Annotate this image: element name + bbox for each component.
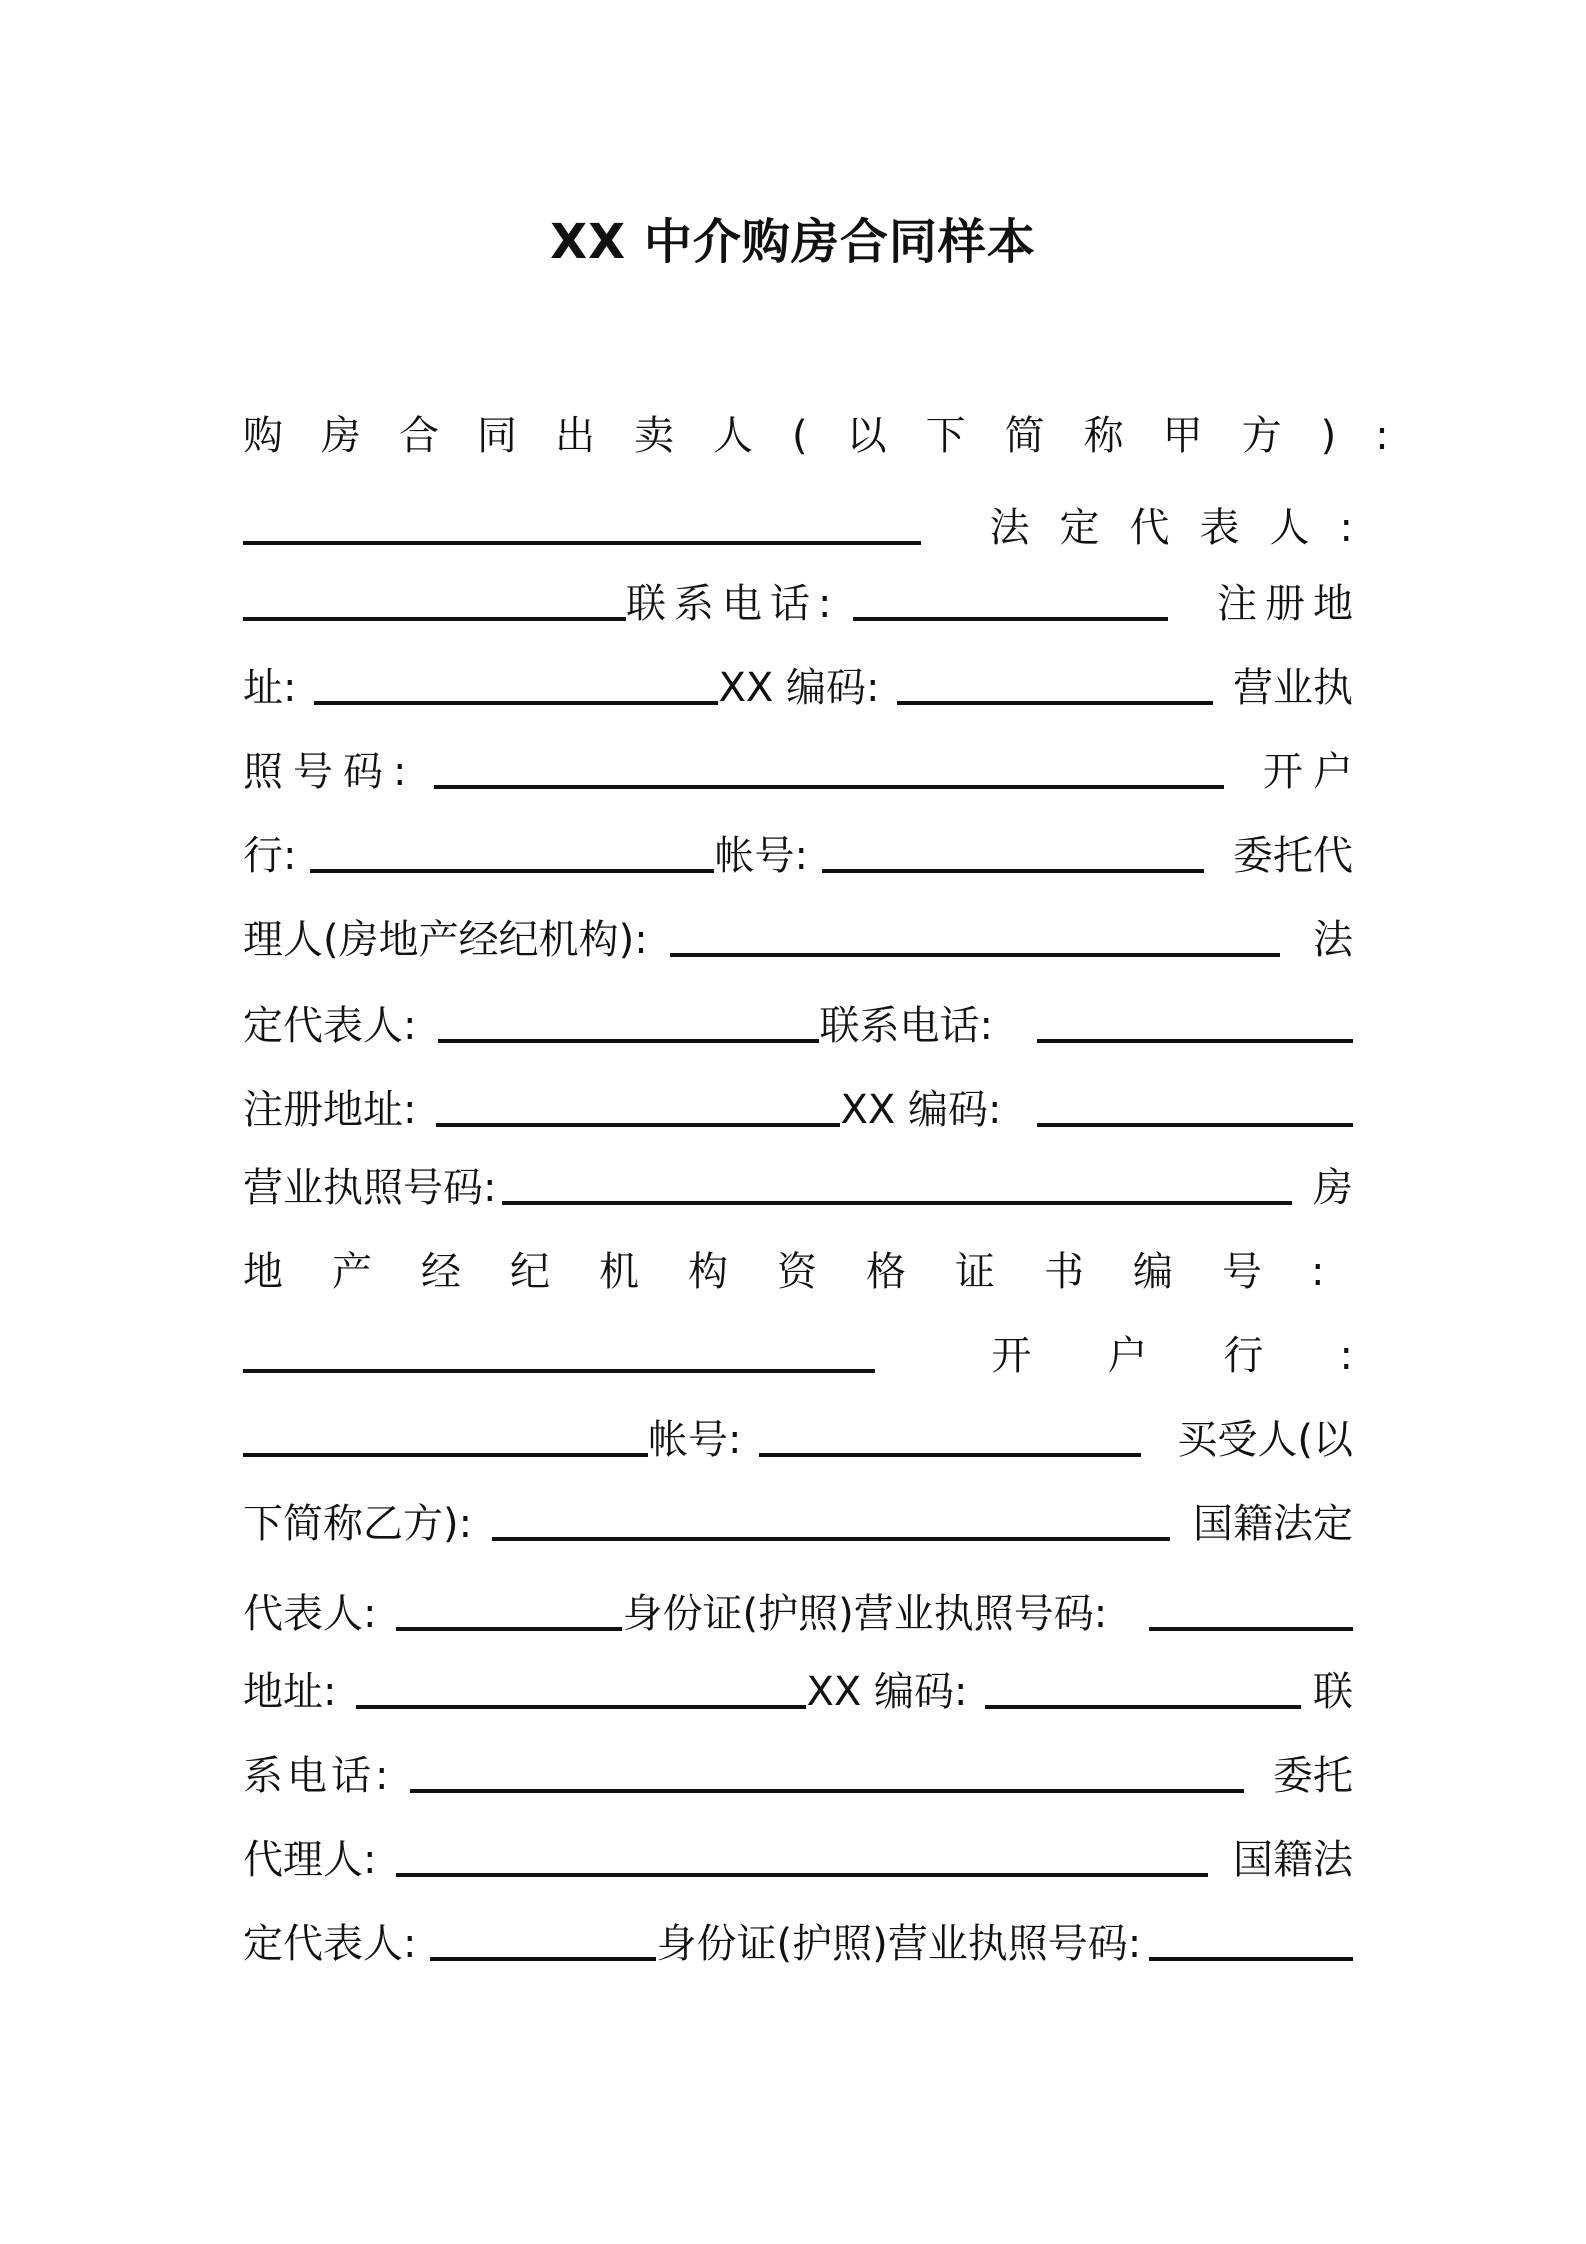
buyer-rep-blank[interactable]	[396, 1627, 622, 1631]
form-line-seller-license	[243, 744, 1363, 800]
legal-label-start: 法	[1313, 917, 1353, 963]
form-line-buyer	[243, 1496, 1353, 1552]
form-line-buyer-address	[243, 1664, 1353, 1720]
buyer-address-label: 地址:	[243, 1669, 337, 1715]
buyer-phone-blank[interactable]	[410, 1789, 1244, 1793]
form-line-cert	[243, 1244, 1374, 1300]
agency-address-label: 注册地址:	[243, 1087, 417, 1133]
agency-postcode-blank[interactable]	[1037, 1123, 1353, 1127]
reg-address-label: 注册地	[1217, 581, 1361, 627]
form-line-agent-rep	[243, 1916, 1353, 1972]
form-line-cert-number	[243, 1328, 1429, 1384]
seller-postcode-blank[interactable]	[897, 701, 1213, 705]
seller-name-blank[interactable]	[243, 541, 921, 545]
form-line-agency-license	[243, 1160, 1353, 1216]
cert-number-label: 地产经纪机构资格证书编号:	[243, 1249, 1374, 1295]
seller-license-blank[interactable]	[434, 785, 1224, 789]
real-estate-label-start: 房	[1313, 1165, 1353, 1211]
buyer-postcode-blank[interactable]	[985, 1705, 1301, 1709]
form-line-agency-account	[243, 1412, 1353, 1468]
address-label: 址:	[243, 665, 297, 711]
buyer-rep-label: 代表人:	[243, 1591, 377, 1637]
postcode-label: XX 编码:	[718, 665, 880, 711]
agency-address-blank[interactable]	[436, 1123, 840, 1127]
form-line-agency-address	[243, 1082, 1353, 1138]
agency-name-blank[interactable]	[670, 953, 1280, 957]
agency-phone-blank[interactable]	[1037, 1039, 1353, 1043]
buyer-phone-label: 系电话:	[243, 1753, 393, 1799]
buyer-agent-blank[interactable]	[396, 1873, 1208, 1877]
buyer-postcode-label: XX 编码:	[806, 1669, 968, 1715]
nationality-label: 国籍法定	[1193, 1501, 1353, 1547]
form-line-agency	[243, 912, 1353, 968]
phone-label: 联系电话:	[626, 581, 840, 627]
form-line-buyer-rep	[243, 1586, 1353, 1642]
seller-legal-rep-blank[interactable]	[243, 617, 626, 621]
form-line-seller-rep	[243, 576, 1361, 632]
agent-id-label: 身份证(护照)营业执照号码:	[656, 1921, 1142, 1967]
seller-account-blank[interactable]	[822, 869, 1204, 873]
seller-phone-blank[interactable]	[853, 617, 1168, 621]
form-line-seller-address	[243, 660, 1353, 716]
agency-rep-label: 定代表人:	[243, 1003, 417, 1049]
bank-label-end: 行:	[243, 833, 297, 879]
legal-rep-label: 法定代表人:	[989, 505, 1383, 551]
buyer-address-blank[interactable]	[356, 1705, 806, 1709]
agency-account-blank[interactable]	[759, 1453, 1141, 1457]
agent-label: 委托代	[1233, 833, 1353, 879]
agency-label: 理人(房地产经纪机构):	[243, 917, 648, 963]
buyer-id-blank[interactable]	[1149, 1627, 1353, 1631]
buyer-id-label: 身份证(护照)营业执照号码:	[622, 1591, 1108, 1637]
buyer-name-blank[interactable]	[492, 1537, 1170, 1541]
agency-postcode-label: XX 编码:	[840, 1087, 1002, 1133]
agency-license-blank[interactable]	[502, 1201, 1292, 1205]
agency-license-label: 营业执照号码:	[243, 1165, 497, 1211]
agency-bank-label: 开户行:	[991, 1333, 1429, 1379]
seller-bank-blank[interactable]	[310, 869, 714, 873]
buyer-phone-label-start: 联	[1313, 1669, 1353, 1715]
cert-number-blank[interactable]	[243, 1369, 875, 1373]
agency-phone-label: 联系电话:	[819, 1003, 993, 1049]
form-line-seller-heading	[243, 408, 1428, 464]
agent-nationality-label: 国籍法	[1233, 1837, 1353, 1883]
document-title: XX 中介购房合同样本	[550, 214, 1036, 270]
agent-rep-label: 定代表人:	[243, 1921, 417, 1967]
form-line-buyer-agent	[243, 1832, 1353, 1888]
bank-label: 开户	[1263, 749, 1363, 795]
seller-address-blank[interactable]	[314, 701, 718, 705]
form-line-agency-rep	[243, 998, 1353, 1054]
agent-id-blank[interactable]	[1149, 1957, 1353, 1961]
buyer-agent-label: 代理人:	[243, 1837, 377, 1883]
agency-bank-blank[interactable]	[243, 1453, 648, 1457]
agency-account-label: 帐号:	[648, 1417, 742, 1463]
seller-label: 出卖人(以下简称甲方):	[555, 413, 1428, 459]
form-line-buyer-phone	[243, 1748, 1353, 1804]
buyer-label: 下简称乙方):	[243, 1501, 473, 1547]
agent-rep-blank[interactable]	[430, 1957, 656, 1961]
buyer-agent-label-start: 委托	[1273, 1753, 1353, 1799]
contract-label: 购房合同	[243, 413, 555, 459]
account-label: 帐号:	[714, 833, 808, 879]
license-label: 营业执	[1233, 665, 1353, 711]
license-number-label: 照号码:	[243, 749, 417, 795]
form-line-seller-name	[243, 500, 1383, 556]
form-line-seller-bank	[243, 828, 1353, 884]
agency-rep-blank[interactable]	[438, 1039, 819, 1043]
buyer-label-start: 买受人(以	[1177, 1417, 1353, 1463]
